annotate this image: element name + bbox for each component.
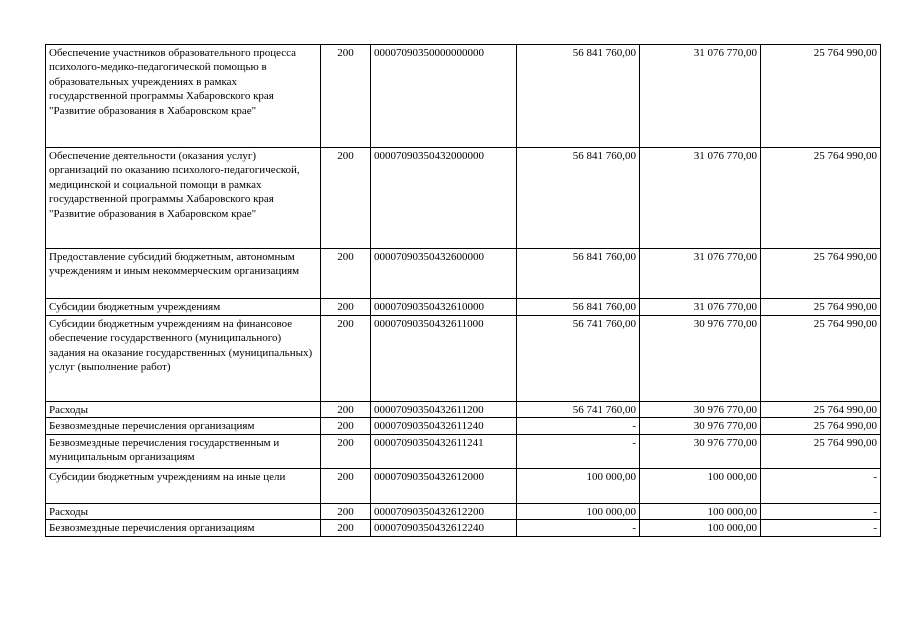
executed-amount-cell: 30 976 770,00 bbox=[640, 418, 761, 434]
row-name-cell: Обеспечение участников образовательного процесса психолого-медико-педагогической помощью в образовательных учреждениях в рамках государственной программы Хабаровского края "Развитие образования в Хабаровском крае" bbox=[46, 45, 321, 148]
budget-classification-code-cell: 00007090350432611200 bbox=[371, 402, 517, 418]
line-code-cell: 200 bbox=[321, 249, 371, 299]
table-row bbox=[46, 316, 881, 402]
unexecuted-amount-cell: 25 764 990,00 bbox=[761, 249, 881, 299]
unexecuted-amount-cell: - bbox=[761, 468, 881, 503]
approved-amount-cell: - bbox=[517, 418, 640, 434]
line-code-cell: 200 bbox=[321, 503, 371, 519]
unexecuted-amount-cell: 25 764 990,00 bbox=[761, 434, 881, 468]
executed-amount-cell: 100 000,00 bbox=[640, 520, 761, 537]
table-row bbox=[46, 503, 881, 519]
row-name-cell: Субсидии бюджетным учреждениям на финансовое обеспечение государственного (муниципального) задания на оказание государственных (муниципальных) услуг (выполнение работ) bbox=[46, 316, 321, 402]
table-row bbox=[46, 418, 881, 434]
table-row bbox=[46, 468, 881, 503]
approved-amount-cell: 56 741 760,00 bbox=[517, 316, 640, 402]
approved-amount-cell: 56 741 760,00 bbox=[517, 402, 640, 418]
budget-classification-code-cell: 00007090350432611240 bbox=[371, 418, 517, 434]
approved-amount-cell: - bbox=[517, 520, 640, 537]
executed-amount-cell: 30 976 770,00 bbox=[640, 434, 761, 468]
row-name-cell: Предоставление субсидий бюджетным, автономным учреждениям и иным некоммерческим организациям bbox=[46, 249, 321, 299]
unexecuted-amount-cell: - bbox=[761, 503, 881, 519]
budget-classification-code-cell: 00007090350432000000 bbox=[371, 148, 517, 249]
executed-amount-cell: 30 976 770,00 bbox=[640, 402, 761, 418]
executed-amount-cell: 31 076 770,00 bbox=[640, 299, 761, 316]
budget-classification-code-cell: 00007090350000000000 bbox=[371, 45, 517, 148]
line-code-cell: 200 bbox=[321, 418, 371, 434]
table-row bbox=[46, 434, 881, 468]
unexecuted-amount-cell: 25 764 990,00 bbox=[761, 402, 881, 418]
budget-classification-code-cell: 00007090350432610000 bbox=[371, 299, 517, 316]
approved-amount-cell: 56 841 760,00 bbox=[517, 299, 640, 316]
executed-amount-cell: 100 000,00 bbox=[640, 503, 761, 519]
table-row bbox=[46, 402, 881, 418]
table-row bbox=[46, 249, 881, 299]
budget-classification-code-cell: 00007090350432612240 bbox=[371, 520, 517, 537]
unexecuted-amount-cell: 25 764 990,00 bbox=[761, 299, 881, 316]
table-row bbox=[46, 299, 881, 316]
line-code-cell: 200 bbox=[321, 402, 371, 418]
approved-amount-cell: 100 000,00 bbox=[517, 503, 640, 519]
budget-classification-code-cell: 00007090350432611000 bbox=[371, 316, 517, 402]
budget-classification-code-cell: 00007090350432612200 bbox=[371, 503, 517, 519]
row-name-cell: Субсидии бюджетным учреждениям bbox=[46, 299, 321, 316]
row-name-cell: Обеспечение деятельности (оказания услуг) организаций по оказанию психолого-педагогической, медицинской и социальной помощи в рамках государственной программы Хабаровского края "Развитие образования в Хабаровском крае" bbox=[46, 148, 321, 249]
line-code-cell: 200 bbox=[321, 148, 371, 249]
table-row bbox=[46, 45, 881, 148]
approved-amount-cell: 56 841 760,00 bbox=[517, 249, 640, 299]
executed-amount-cell: 100 000,00 bbox=[640, 468, 761, 503]
line-code-cell: 200 bbox=[321, 520, 371, 537]
line-code-cell: 200 bbox=[321, 299, 371, 316]
line-code-cell: 200 bbox=[321, 468, 371, 503]
unexecuted-amount-cell: 25 764 990,00 bbox=[761, 316, 881, 402]
approved-amount-cell: - bbox=[517, 434, 640, 468]
table-row bbox=[46, 520, 881, 537]
row-name-cell: Безвозмездные перечисления организациям bbox=[46, 418, 321, 434]
row-name-cell: Безвозмездные перечисления организациям bbox=[46, 520, 321, 537]
approved-amount-cell: 100 000,00 bbox=[517, 468, 640, 503]
approved-amount-cell: 56 841 760,00 bbox=[517, 148, 640, 249]
unexecuted-amount-cell: 25 764 990,00 bbox=[761, 418, 881, 434]
executed-amount-cell: 31 076 770,00 bbox=[640, 148, 761, 249]
row-name-cell: Расходы bbox=[46, 503, 321, 519]
unexecuted-amount-cell: 25 764 990,00 bbox=[761, 45, 881, 148]
unexecuted-amount-cell: - bbox=[761, 520, 881, 537]
executed-amount-cell: 31 076 770,00 bbox=[640, 45, 761, 148]
row-name-cell: Расходы bbox=[46, 402, 321, 418]
table-row bbox=[46, 148, 881, 249]
row-name-cell: Безвозмездные перечисления государственным и муниципальным организациям bbox=[46, 434, 321, 468]
executed-amount-cell: 31 076 770,00 bbox=[640, 249, 761, 299]
approved-amount-cell: 56 841 760,00 bbox=[517, 45, 640, 148]
line-code-cell: 200 bbox=[321, 45, 371, 148]
budget-classification-code-cell: 00007090350432600000 bbox=[371, 249, 517, 299]
line-code-cell: 200 bbox=[321, 316, 371, 402]
line-code-cell: 200 bbox=[321, 434, 371, 468]
executed-amount-cell: 30 976 770,00 bbox=[640, 316, 761, 402]
budget-classification-code-cell: 00007090350432612000 bbox=[371, 468, 517, 503]
budget-classification-code-cell: 00007090350432611241 bbox=[371, 434, 517, 468]
row-name-cell: Субсидии бюджетным учреждениям на иные цели bbox=[46, 468, 321, 503]
unexecuted-amount-cell: 25 764 990,00 bbox=[761, 148, 881, 249]
budget-report-table bbox=[45, 44, 881, 537]
